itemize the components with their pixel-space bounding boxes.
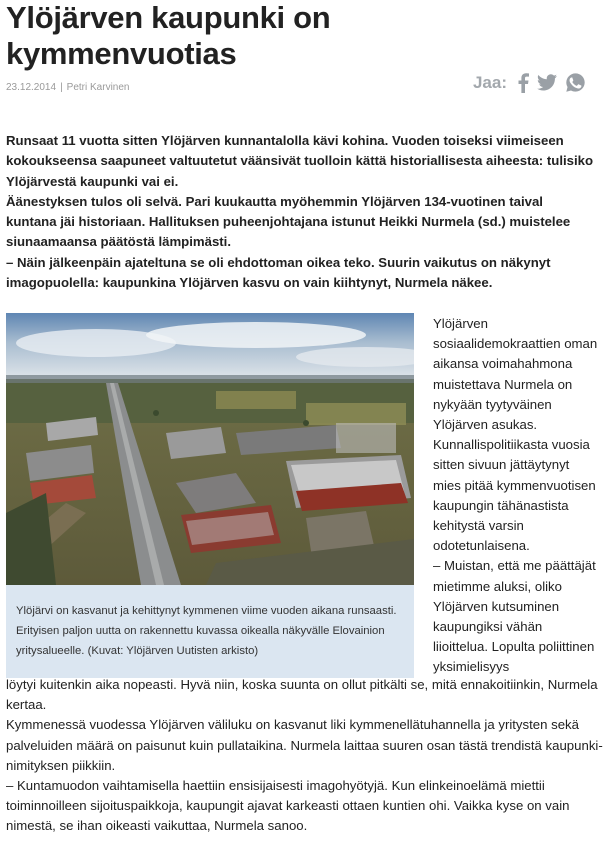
facebook-icon[interactable] [517, 73, 529, 93]
article-title: Ylöjärven kaupunki on kymmenvuotias [6, 0, 331, 71]
whatsapp-icon[interactable] [565, 72, 586, 93]
body-paragraph: Ylöjärven sosiaalidemokraattien oman aikansa voimahahmona muistettava Nurmela on nykyään tyytyväinen Ylöjärven asukas. Kunnallispolitiikasta vuosia sitten sivuun jättäytynyt mies pitää kymmenvuotisen kaupungin tähänastista kehitystä varsin odotetunlaisena. [433, 316, 598, 554]
body-paragraph: – Muistan, että me päättäjät mietimme aluksi, oliko Ylöjärven kutsuminen kaupungiksi vähän liioittelua. Lopulta poliittinen yksimielisyys [433, 558, 596, 675]
body-paragraph: – Kuntamuodon vaihtamisella haettiin ensisijaisesti imagohyötyjä. Kun elinkeinoelämä miettii toiminnoilleen sijoituspaikkoja, kaupungit ajavat karkeasti ottaen kuntien ohi. Vaikka kyse on vain nimestä, se ihan oikeasti vaikuttaa, Nurmela sanoo. [6, 778, 570, 834]
share-bar [473, 72, 586, 93]
article-date: 23.12.2014 [6, 82, 57, 93]
lead-paragraph: – Näin jälkeenpäin ajateltuna se oli ehdottoman oikea teko. Suurin vaikutus on näkynyt imagopuolella: kaupunkina Ylöjärven kasvu on vain kiihtynyt, Nurmela näkee. [6, 254, 551, 291]
body-paragraph: löytyi kuitenkin aika nopeasti. Hyvä niin, koska suunta on ollut pitkälti se, mitä ennakoitiinkin, Nurmela kertaa. [6, 677, 598, 713]
lead-paragraph: Äänestyksen tulos oli selvä. Pari kuukautta myöhemmin Ylöjärven 134-vuotinen taival kuntana jäi historiaan. Hallituksen puheenjohtajana istunut Heikki Nurmela (sd.) muistelee siunaamaansa päätöstä lämpimästi. [6, 193, 571, 250]
share-label: Jaa: [472, 72, 507, 92]
body-paragraph: Kymmenessä vuodessa Ylöjärven väliluku on kasvanut liki kymmenellätuhannella ja yritysten sekä palveluiden määrä on paisunut kuin pullataikina. Nurmela laittaa suuren osan tästä trendistä kaupunki-nimityksen piikkiin. [6, 717, 603, 773]
article-author[interactable]: Petri Karvinen [66, 82, 130, 93]
article-body [6, 675, 604, 837]
aerial-photo[interactable] [6, 313, 414, 585]
lead-paragraph: Runsaat 11 vuotta sitten Ylöjärven kunnantalolla kävi kohina. Vuoden toiseksi viimeiseen kokoukseensa saapuneet valtuutetut väänsivät tuolloin kättä historiallisesta aiheesta: tulisiko Ylöjärvestä kaupunki vai ei. [6, 133, 594, 189]
twitter-icon[interactable] [537, 74, 557, 91]
figure-caption: Ylöjärvi on kasvanut ja kehittynyt kymmenen viime vuoden aikana runsaasti. Erityisen paljon uutta on rakennettu kuvassa oikealla näkyvälle Elovainion yritysalueelle. (Kuvat: Ylöjärven Uutisten arkisto) [16, 605, 397, 657]
article-meta [6, 82, 129, 93]
article-figure [6, 313, 414, 678]
article-lead [6, 131, 596, 293]
meta-separator: | [60, 82, 63, 93]
side-text [433, 314, 598, 678]
